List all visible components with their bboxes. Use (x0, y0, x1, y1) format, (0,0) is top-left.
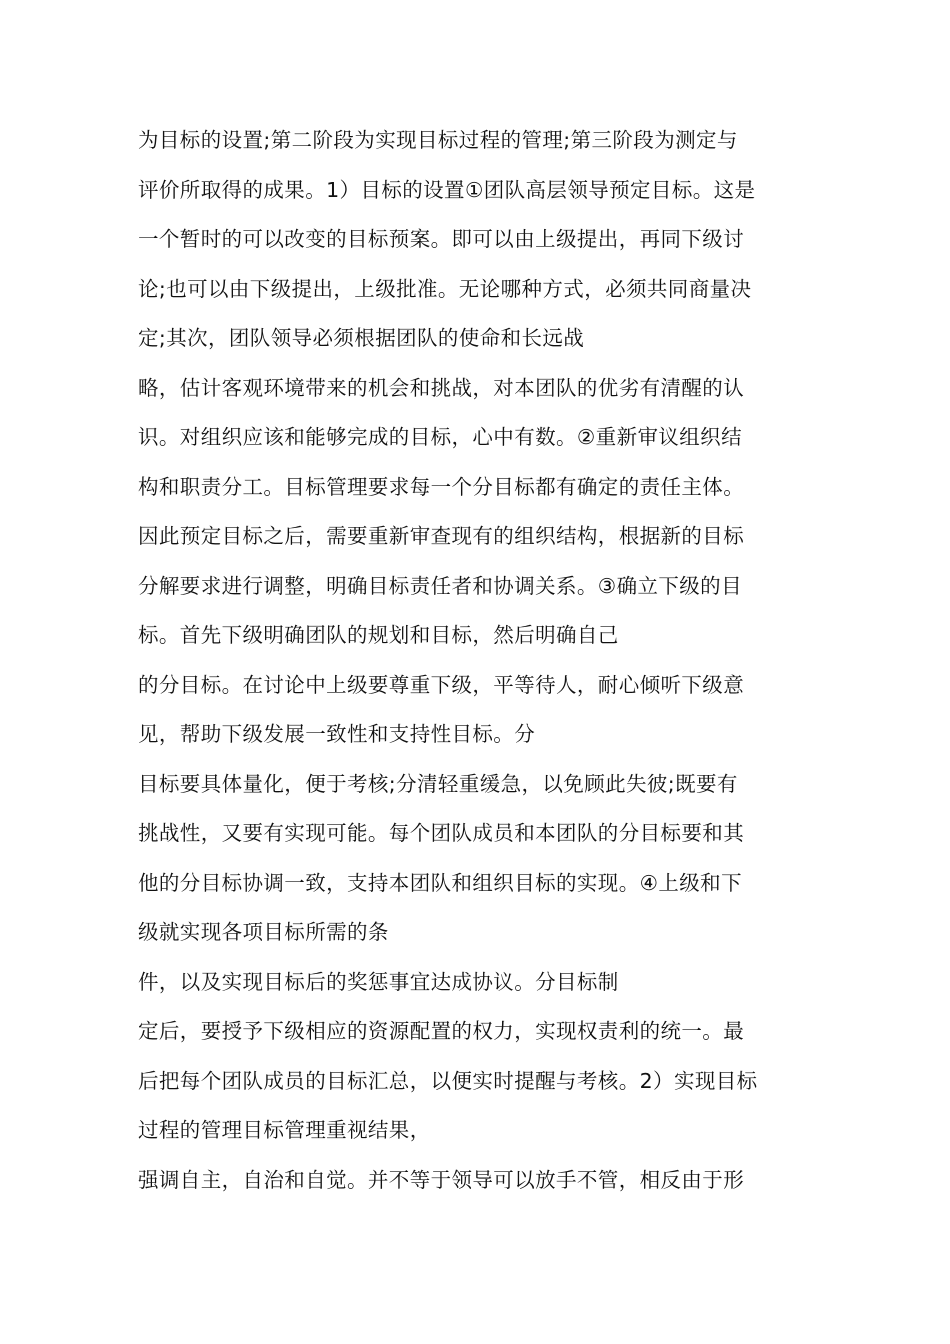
text-line: 定;其次，团队领导必须根据团队的使命和长远战 (138, 326, 585, 350)
text-line: 因此预定目标之后，需要重新审查现有的组织结构，根据新的目标 (138, 524, 745, 548)
text-line: 的分目标。在讨论中上级要尊重下级，平等待人，耐心倾听下级意 (138, 672, 745, 697)
text-line: 识。对组织应该和能够完成的目标，心中有数。②重新审议组织结 (138, 425, 742, 449)
text-line: 目标要具体量化，便于考核;分清轻重缓急，以免顾此失彼;既要有 (138, 771, 738, 796)
text-line: 强调自主，自治和自觉。并不等于领导可以放手不管，相反由于形 (138, 1167, 745, 1192)
text-line: 件，以及实现目标后的奖惩事宜达成协议。分目标制 (138, 969, 619, 994)
text-line: 略，估计客观环境带来的机会和挑战，对本团队的优劣有清醒的认 (138, 375, 745, 400)
text-line: 他的分目标协调一致，支持本团队和组织目标的实现。④上级和下 (138, 870, 742, 895)
text-line: 论;也可以由下级提出，上级批准。无论哪种方式，必须共同商量决 (138, 276, 752, 301)
body-text (138, 116, 818, 1205)
text-line: 构和职责分工。目标管理要求每一个分目标都有确定的责任主体。 (138, 474, 745, 499)
text-line: 定后，要授予下级相应的资源配置的权力，实现权责利的统一。最 (138, 1019, 745, 1043)
text-line: 为目标的设置;第二阶段为实现目标过程的管理;第三阶段为测定与 (138, 128, 738, 152)
text-line: 标。首先下级明确团队的规划和目标，然后明确自己 (138, 623, 619, 647)
text-line: 后把每个团队成员的目标汇总，以便实时提醒与考核。2）实现目标 (138, 1068, 758, 1093)
text-line: 一个暂时的可以改变的目标预案。即可以由上级提出，再同下级讨 (138, 227, 745, 251)
text-line: 评价所取得的成果。1）目标的设置①团队高层领导预定目标。这是 (138, 177, 756, 202)
text-line: 过程的管理目标管理重视结果， (138, 1118, 431, 1142)
text-line: 见，帮助下级发展一致性和支持性目标。分 (138, 722, 536, 746)
text-line: 级就实现各项目标所需的条 (138, 920, 389, 944)
text-line: 分解要求进行调整，明确目标责任者和协调关系。③确立下级的目 (138, 573, 742, 598)
text-line: 挑战性，又要有实现可能。每个团队成员和本团队的分目标要和其 (138, 821, 745, 845)
